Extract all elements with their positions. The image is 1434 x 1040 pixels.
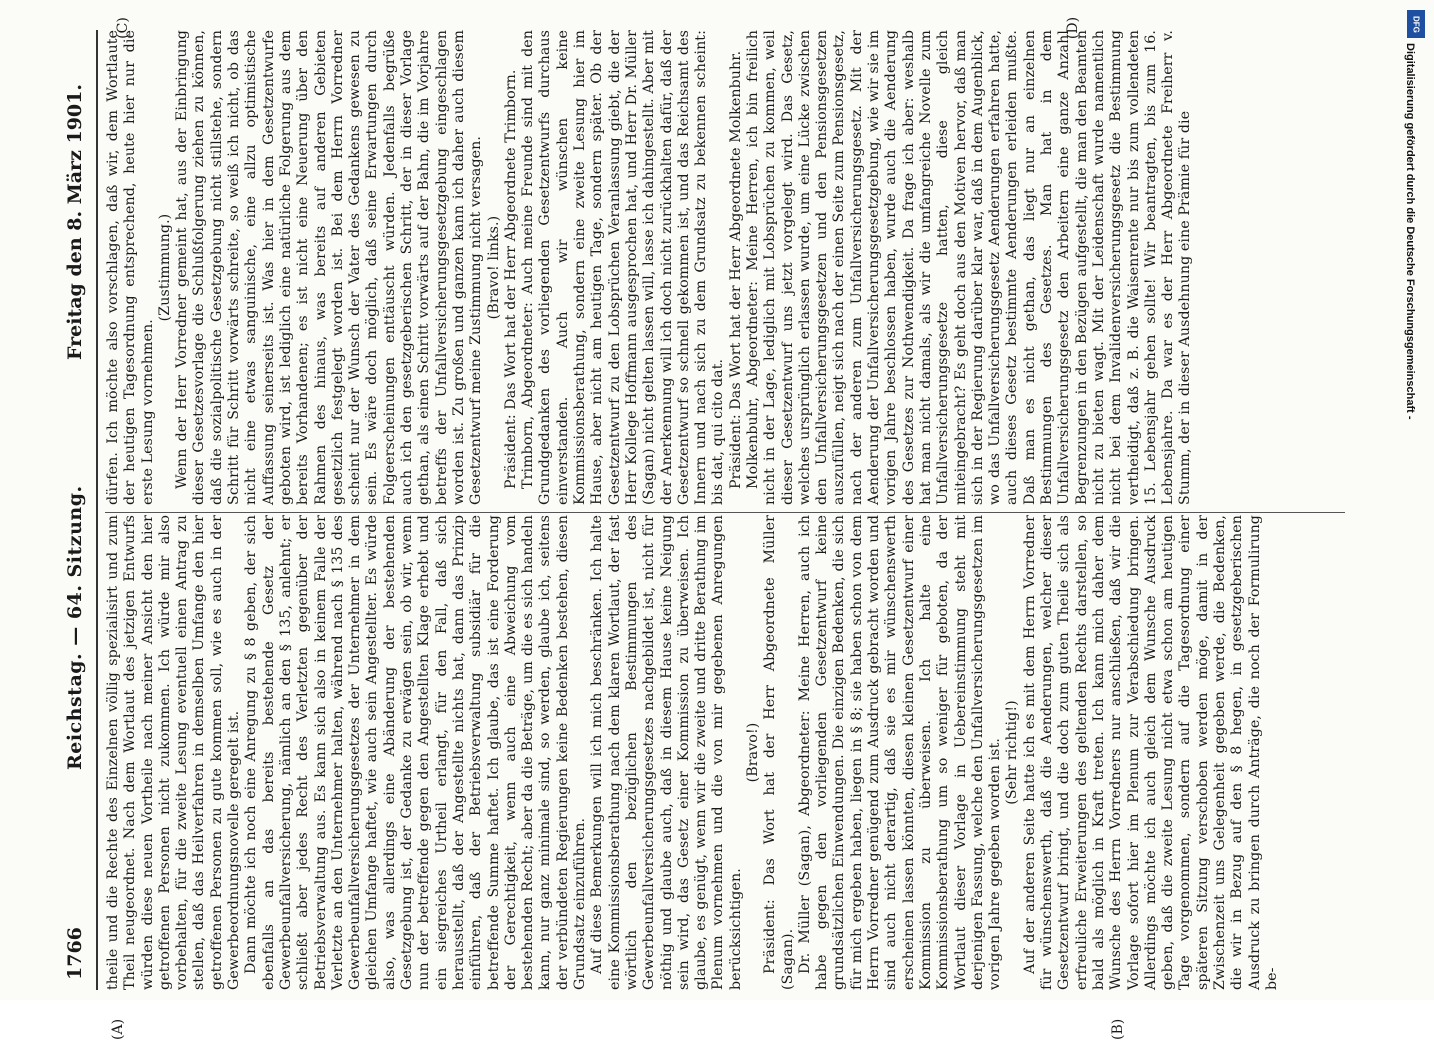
stamp-text: Digitalisierung gefördert durch die Deutsche Forschungsgemeinschaft - — [1404, 43, 1416, 420]
session-date: Freitag den 8. März 1901. — [64, 84, 86, 360]
paragraph: Dann möchte ich noch eine Anregung zu § 8 geben, der sich ebenfalls an das bereits bestehende Gesetz der Gewerbeunfallversicherung, nämlich an den § 135, anlehnt; er schließt aber jedes Recht des Verletzten gegenüber der Betriebsverwaltung aus. Es kann sich also in keinem Falle der Verletzte an den Unternehmer halten, während nach § 135 des Gewerbeunfallversicherungsgesetzes der Unternehmer in dem gleichen Umfange haftet, wie auch sein Angestellter. Es würde also, was allerdings eine Abänderung der bestehenden Gesetzgebung ist, der Gedanke zu erwägen sein, ob wir, wenn nun der betreffende gegen den Angestellten Klage erhebt und ein siegreiches Urtheil erlangt, für den Fall, daß sich herausstellt, daß der Angestellte nichts hat, dann das Prinzip einführen, daß der Betriebsverwaltung subsidiär für die betreffende Summe haftet. Ich glaube, das ist eine Forderung der Gerechtigkeit, wenn auch eine Abweichung vom bestehenden Recht; aber da die Beträge, um die es sich handeln kann, nur ganz minimale sind, so werden, glaube ich, seitens der verbündeten Regierungen keine Bedenken bestehen, diesen Grundsatz einzuführen. — [243, 515, 589, 990]
header-rule — [96, 30, 98, 990]
right-column — [105, 30, 1345, 505]
paragraph: Auf diese Bemerkungen will ich mich beschränken. Ich halte eine Kommissionsberathung nach dem klaren Wortlaut, der fast wörtlich den bezüglichen Bestimmungen des Gewerbeunfallversicherungsgesetzes nachgebildet ist, nicht für nöthig und glaube auch, daß in diesem Hause keine Neigung sein wird, das Gesetz einer Kommission zu überweisen. Ich glaube, es genügt, wenn wir die zweite und dritte Berathung im Plenum vornehmen und die von mir gegebenen Anregungen berücksichtigen. — [589, 515, 744, 990]
margin-mark-a: (A) — [110, 1018, 126, 1040]
running-title: Reichstag. — 64. Sitzung. — [64, 485, 86, 770]
paragraph: (Zustimmung.) — [156, 213, 173, 322]
left-column — [105, 515, 1345, 990]
dfg-logo: DFG — [1407, 10, 1425, 38]
paragraph: Trimborn, Abgeordneter: Auch meine Freunde sind mit den Grundgedanken des vorliegenden Gesetzentwurfs durchaus einverstanden. Auch wir wünschen keine Kommissionsberathung, sondern eine zweite Lesung hier im Hause, aber nicht am heutigen Tage, sondern später. Ob der Gesetzentwurf zu den Lobsprüchen Veranlassung giebt, die der Herr Kollege Hoffmann ausgesprochen hat, und Herr Dr. Müller (Sagan) nicht gelten lassen will, lasse ich dahingestellt. Aber mit der Anerkennung will ich doch nicht zurückhalten dafür, daß der Gesetzentwurf so schnell gekommen ist, und das Reichsamt des Innern und nach sich zu dem Grundsatz zu bekennen scheint: bis dat, qui cito dat. — [520, 30, 727, 505]
paragraph: Präsident: Das Wort hat der Herr Abgeordnete Molkenbuhr. — [727, 50, 744, 489]
margin-mark-d: (D) — [1065, 16, 1082, 40]
page-header — [50, 0, 98, 1000]
paragraph: Präsident: Das Wort hat der Herr Abgeordnete Trimborn. — [502, 69, 519, 489]
paragraph: Molkenbuhr, Abgeordneter: Meine Herren, ich bin freilich nicht in der Lage, lediglich mit Lobsprüchen zu kommen, weil dieser Gesetzentwurf uns jetzt vorgelegt wird. Das Gesetz, welches ursprünglich erlassen wurde, um eine Lücke zwischen den Unfallversicherungsgesetzen und den Pensionsgesetzen auszufüllen, neigt sich nach der einen Seite zum Pensionsgesetz, nach der anderen zum Unfallversicherungsgesetz. Mit der Aenderung der Unfallversicherungsgesetzgebung, wie wir sie im vorigen Jahre beschlossen haben, wurde auch die Aenderung des Gesetzes zur Nothwendigkeit. Da frage ich aber: weshalb hat man nicht damals, als wir die umfangreiche Novelle zum Unfallversicherungsgesetze hatten, diese gleich miteingebracht? Es geht doch aus den Motiven hervor, daß man sich in der Regierung darüber klar war, daß in dem Augenblick, wo das Unfallversicherungsgesetz Aenderungen erfahren hatte, auch dieses Gesetz bestimmte Aenderungen erleiden mußte. Daß man es nicht gethan, das liegt nur an einzelnen Bestimmungen des Gesetzes. Man hat in dem Unfallversicherungsgesetz den Arbeitern eine ganze Anzahl Begrenzungen in den Bezügen aufgestellt, die man den Beamten nicht zu bieten wagt. Mit der Leidenschaft wurde namentlich nicht bei dem Invalidenversicherungsgesetz die Bestimmung vertheidigt, daß z. B. die Waisenrente nur bis zum vollendeten 15. Lebensjahr gehen sollte! Wir beantragten, bis zum 16. Lebensjahre. Da war es der Herr Abgeordnete Freiherr v. Stumm, der in dieser Ausdehnung eine Prämie für die — [744, 30, 1194, 505]
paragraph: (Bravo!) — [744, 722, 761, 783]
paragraph: dürfen. Ich möchte also vorschlagen, daß wir, dem Wortlaute der heutigen Tagesordnung entsprechend, heute hier nur die erste Lesung vornehmen. — [105, 30, 156, 505]
column-divider — [105, 512, 1345, 513]
page-number: 1766 — [64, 927, 86, 980]
paragraph: (Sehr richtig!) — [1004, 700, 1021, 805]
paragraph: Präsident: Das Wort hat der Herr Abgeordnete Müller (Sagan). — [762, 515, 796, 990]
paragraph: Auf der anderen Seite hatte ich es mit dem Herrn Vorredner für wünschenswerth, daß die Aenderungen, welcher dieser Gesetzentwurf bringt, und die doch zum guten Theile sich als erfreuliche Erweiterungen des geltenden Rechts darstellen, so bald als möglich in Kraft treten. Ich kann mich daher dem Wunsche des Herrn Vorredners nur anschließen, daß wir die Vorlage sofort hier im Plenum zur Verabschiedung bringen. Allerdings möchte ich auch gleich dem Wunsche Ausdruck geben, daß die zweite Lesung nicht etwa schon am heutigen Tage vorgenommen, sondern auf die Tagesordnung einer späteren Sitzung verschoben werden möge, damit in der Zwischenzeit uns Gelegenheit gegeben werde, die Bedenken, die wir in Bezug auf den § 8 hegen, in gesetzgeberischen Ausdruck zu bringen durch Anträge, die noch der Formulirung be- — [1021, 515, 1280, 990]
margin-mark-c: (C) — [114, 17, 131, 39]
digitization-stamp — [1404, 8, 1430, 993]
paragraph: Wenn der Herr Vorredner gemeint hat, aus der Einbringung dieser Gesetzesvorlage die Schlußfolgerung ziehen zu können, daß die sozialpolitische Gesetzgebung nicht stillstehe, sondern Schritt für Schritt vorwärts schreite, so weiß ich nicht, ob das nicht eine etwas sanguinische, eine allzu optimistische Auffassung seinerseits ist. Was hier in dem Gesetzentwurfe geboten wird, ist lediglich eine natürliche Folgerung aus dem bereits Vorhandenen; es ist nicht eine Neuerung über den Rahmen des hinaus, was bereits auf anderen Gebieten gesetzlich festgelegt worden ist. Bei dem Herrn Vorredner scheint nur der Wunsch der Vater des Gedankens gewesen zu sein. Es wäre doch möglich, daß seine Erwartungen durch Folgeerscheinungen enttäuscht würden. Jedenfalls begrüße auch ich den gesetzgeberischen Schritt, der in dieser Vorlage gethan, als einen Schritt vorwärts auf der Bahn, die im Vorjahre betreffs der Unfallversicherungsgesetzgebung eingeschlagen worden ist. Zu großen und ganzen kann ich daher auch diesem Gesetzentwurf meine Zustimmung nicht versagen. — [174, 30, 485, 505]
paragraph: theile und die Rechte des Einzelnen völlig spezialisirt und zum Theil neugeordnet. Nach dem Wortlaut des jetzigen Entwurfs würden diese neuen Vortheile nach meiner Ansicht den hier getroffenen Personen nicht zukommen. Ich würde mir also vorbehalten, für die zweite Lesung eventuell einen Antrag zu stellen, daß das Heilverfahren in demselben Umfange den hier getroffenen Personen zu gute kommen soll, wie es auch in der Gewerbeordnungsnovelle geregelt ist. — [105, 515, 243, 990]
rotated-page-content — [50, 0, 1390, 1040]
paragraph: Dr. Müller (Sagan), Abgeordneter: Meine Herren, auch ich habe gegen den vorliegenden Gesetzentwurf keine grundsätzlichen Einwendungen. Die einzigen Bedenken, die sich für mich ergeben haben, liegen in § 8; sie haben schon von dem Herrn Vorredner genügend zum Ausdruck gebracht worden und sind auch nicht derartig, daß sie es mir wünschenswerth erscheinen lassen könnten, diesen kleinen Gesetzentwurf einer Kommission zu überweisen. Ich halte eine Kommissionsberathung um so weniger für geboten, da der Wortlaut dieser Vorlage in Uebereinstimmung steht mit derjenigen Fassung, welche den Unfallversicherungsgesetzen im vorigen Jahre gegeben worden ist. — [796, 515, 1004, 990]
margin-mark-b: (B) — [1110, 1018, 1126, 1040]
paragraph: (Bravo! links.) — [485, 215, 502, 320]
